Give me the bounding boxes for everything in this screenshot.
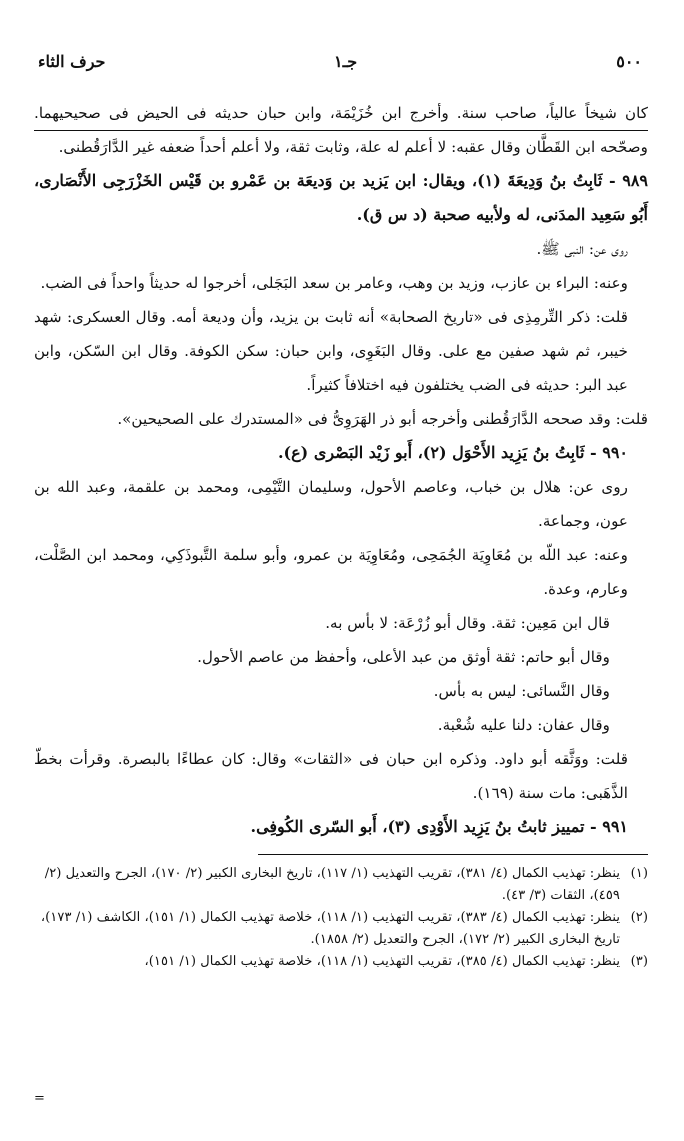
page-number: ٥٠٠ bbox=[616, 52, 642, 71]
footnote-number: (٢) bbox=[630, 910, 648, 925]
entry-990-heading: ٩٩٠ - ثَابِتُ بنُ يَزِيد الأَحْوَل (٢)، أَبو زَيْد البَصْرى (ع). bbox=[277, 443, 628, 462]
main-text bbox=[34, 96, 648, 844]
paragraph: روى عن: النبى ﷺ. bbox=[536, 240, 628, 258]
paragraph: روى عن: هلال بن خباب، وعاصم الأحول، وسليمان التَّيْمِى، ومحمد بن علقمة، وعبد الله بن عون، وجماعة. bbox=[34, 478, 628, 530]
chapter-title: حرف الثاء bbox=[38, 52, 106, 71]
paragraph: كان شيخاً عالياً، صاحب سنة. وأخرج ابن خُزَيْمَة، وابن حبان حديثه فى الحيض فى صحيحيهما. وصحّحه ابن القَطَّان وقال عقبه: لا أعلم له علة، وثابت ثقة، ولا أعلم أحداً ضعفه غير الدَّارَقُطنى. bbox=[34, 104, 648, 156]
page-header bbox=[34, 46, 648, 86]
paragraph: وعنه: البراء بن عازب، وزيد بن وهب، وعامر بن سعد البَجَلى، أخرجوا له حديثاً واحداً فى الضب. bbox=[40, 274, 628, 292]
footnote bbox=[34, 907, 648, 951]
paragraph: وقال عفان: دلنا عليه شُعْبة. bbox=[437, 716, 610, 734]
paragraph: قلت: ذكر التِّرمِذِى فى «تاريخ الصحابة» أنه ثابت بن يزيد، وأن وديعة أمه. وقال العسكرى: شهد خيبر، ثم شهد صفين مع على. وقال البَغَوِى، وابن حبان: سكن الكوفة. وقال ابن السّكن، وابن عبد البر: حديثه فى الضب يختلفون فيه اختلافاً كثيراً. bbox=[34, 308, 628, 394]
paragraph: قال ابن مَعِين: ثقة. وقال أبو زُرْعَة: لا بأس به. bbox=[325, 614, 610, 632]
paragraph: قلت: وقد صححه الدَّارَقُطنى وأخرجه أبو ذر الهَرَوِىُّ فى «المستدرك على الصحيحين». bbox=[117, 410, 648, 428]
footnote-text: ينظر: تهذيب الكمال (٤/ ٣٨١)، تقريب التهذيب (١/ ١١٧)، تاريخ البخارى الكبير (٢/ ١٧٠)، الجرح والتعديل (٢/ ٤٥٩)، الثقات (٣/ ٤٣). bbox=[44, 866, 620, 903]
footnote-text: ينظر: تهذيب الكمال (٤/ ٣٨٣)، تقريب التهذيب (١/ ١١٨)، خلاصة تهذيب الكمال (١/ ١٥١)، الكاشف (١/ ١٧٣)، تاريخ البخارى الكبير (٢/ ١٧٢)، الجرح والتعديل (٢/ ١٨٥٨). bbox=[40, 910, 620, 947]
paragraph: وقال النَّسائى: ليس به بأس. bbox=[433, 682, 610, 700]
footnote-text: ينظر: تهذيب الكمال (٤/ ٣٨٥)، تقريب التهذيب (١/ ١١٨)، خلاصة تهذيب الكمال (١/ ١٥١)، bbox=[144, 954, 620, 969]
volume-label: جـ١ bbox=[334, 52, 358, 71]
footnote-separator bbox=[258, 854, 648, 855]
footnote-number: (٣) bbox=[630, 954, 648, 969]
footnote bbox=[34, 951, 648, 973]
paragraph: وقال أبو حاتم: ثقة أوثق من عبد الأعلى، وأحفظ من عاصم الأحول. bbox=[197, 648, 610, 666]
paragraph: وعنه: عبد اللّه بن مُعَاوِيَة الجُمَحِى، ومُعَاوِيَة بن عمرو، وأبو سلمة التَّبوذَكِي، ومحمد ابن الصَّلْت، وعارم، وعدة. bbox=[34, 546, 628, 598]
paragraph: قلت: ووَثَّقه أبو داود. وذكره ابن حبان فى «الثقات» وقال: كان عطاءًا بالبصرة. وقرأت بخطّ الذَّهَبى: مات سنة (١٦٩). bbox=[34, 750, 628, 802]
entry-989-heading: ٩٨٩ - ثَابِتُ بنُ وَدِيعَةَ (١)، ويقال: ابن يَزيد بن وَديعَة بن عَمْرو بن قَيْس الخَزْرَجِى الأَنْصَارى، أَبُو سَعِيد المدَنى، له ولأبيه صحبة (د س ق). bbox=[34, 171, 648, 224]
header-rule bbox=[34, 130, 648, 131]
footnotes bbox=[34, 863, 648, 973]
footnote-number: (١) bbox=[630, 866, 648, 881]
book-page bbox=[0, 46, 684, 1141]
continuation-mark: = bbox=[34, 1091, 45, 1106]
entry-991-heading: ٩٩١ - تمييز ثابتُ بنُ يَزِيد الأَوْدِى (٣)، أَبو السّرى الكُوفِى. bbox=[250, 817, 628, 836]
footnote bbox=[34, 863, 648, 907]
